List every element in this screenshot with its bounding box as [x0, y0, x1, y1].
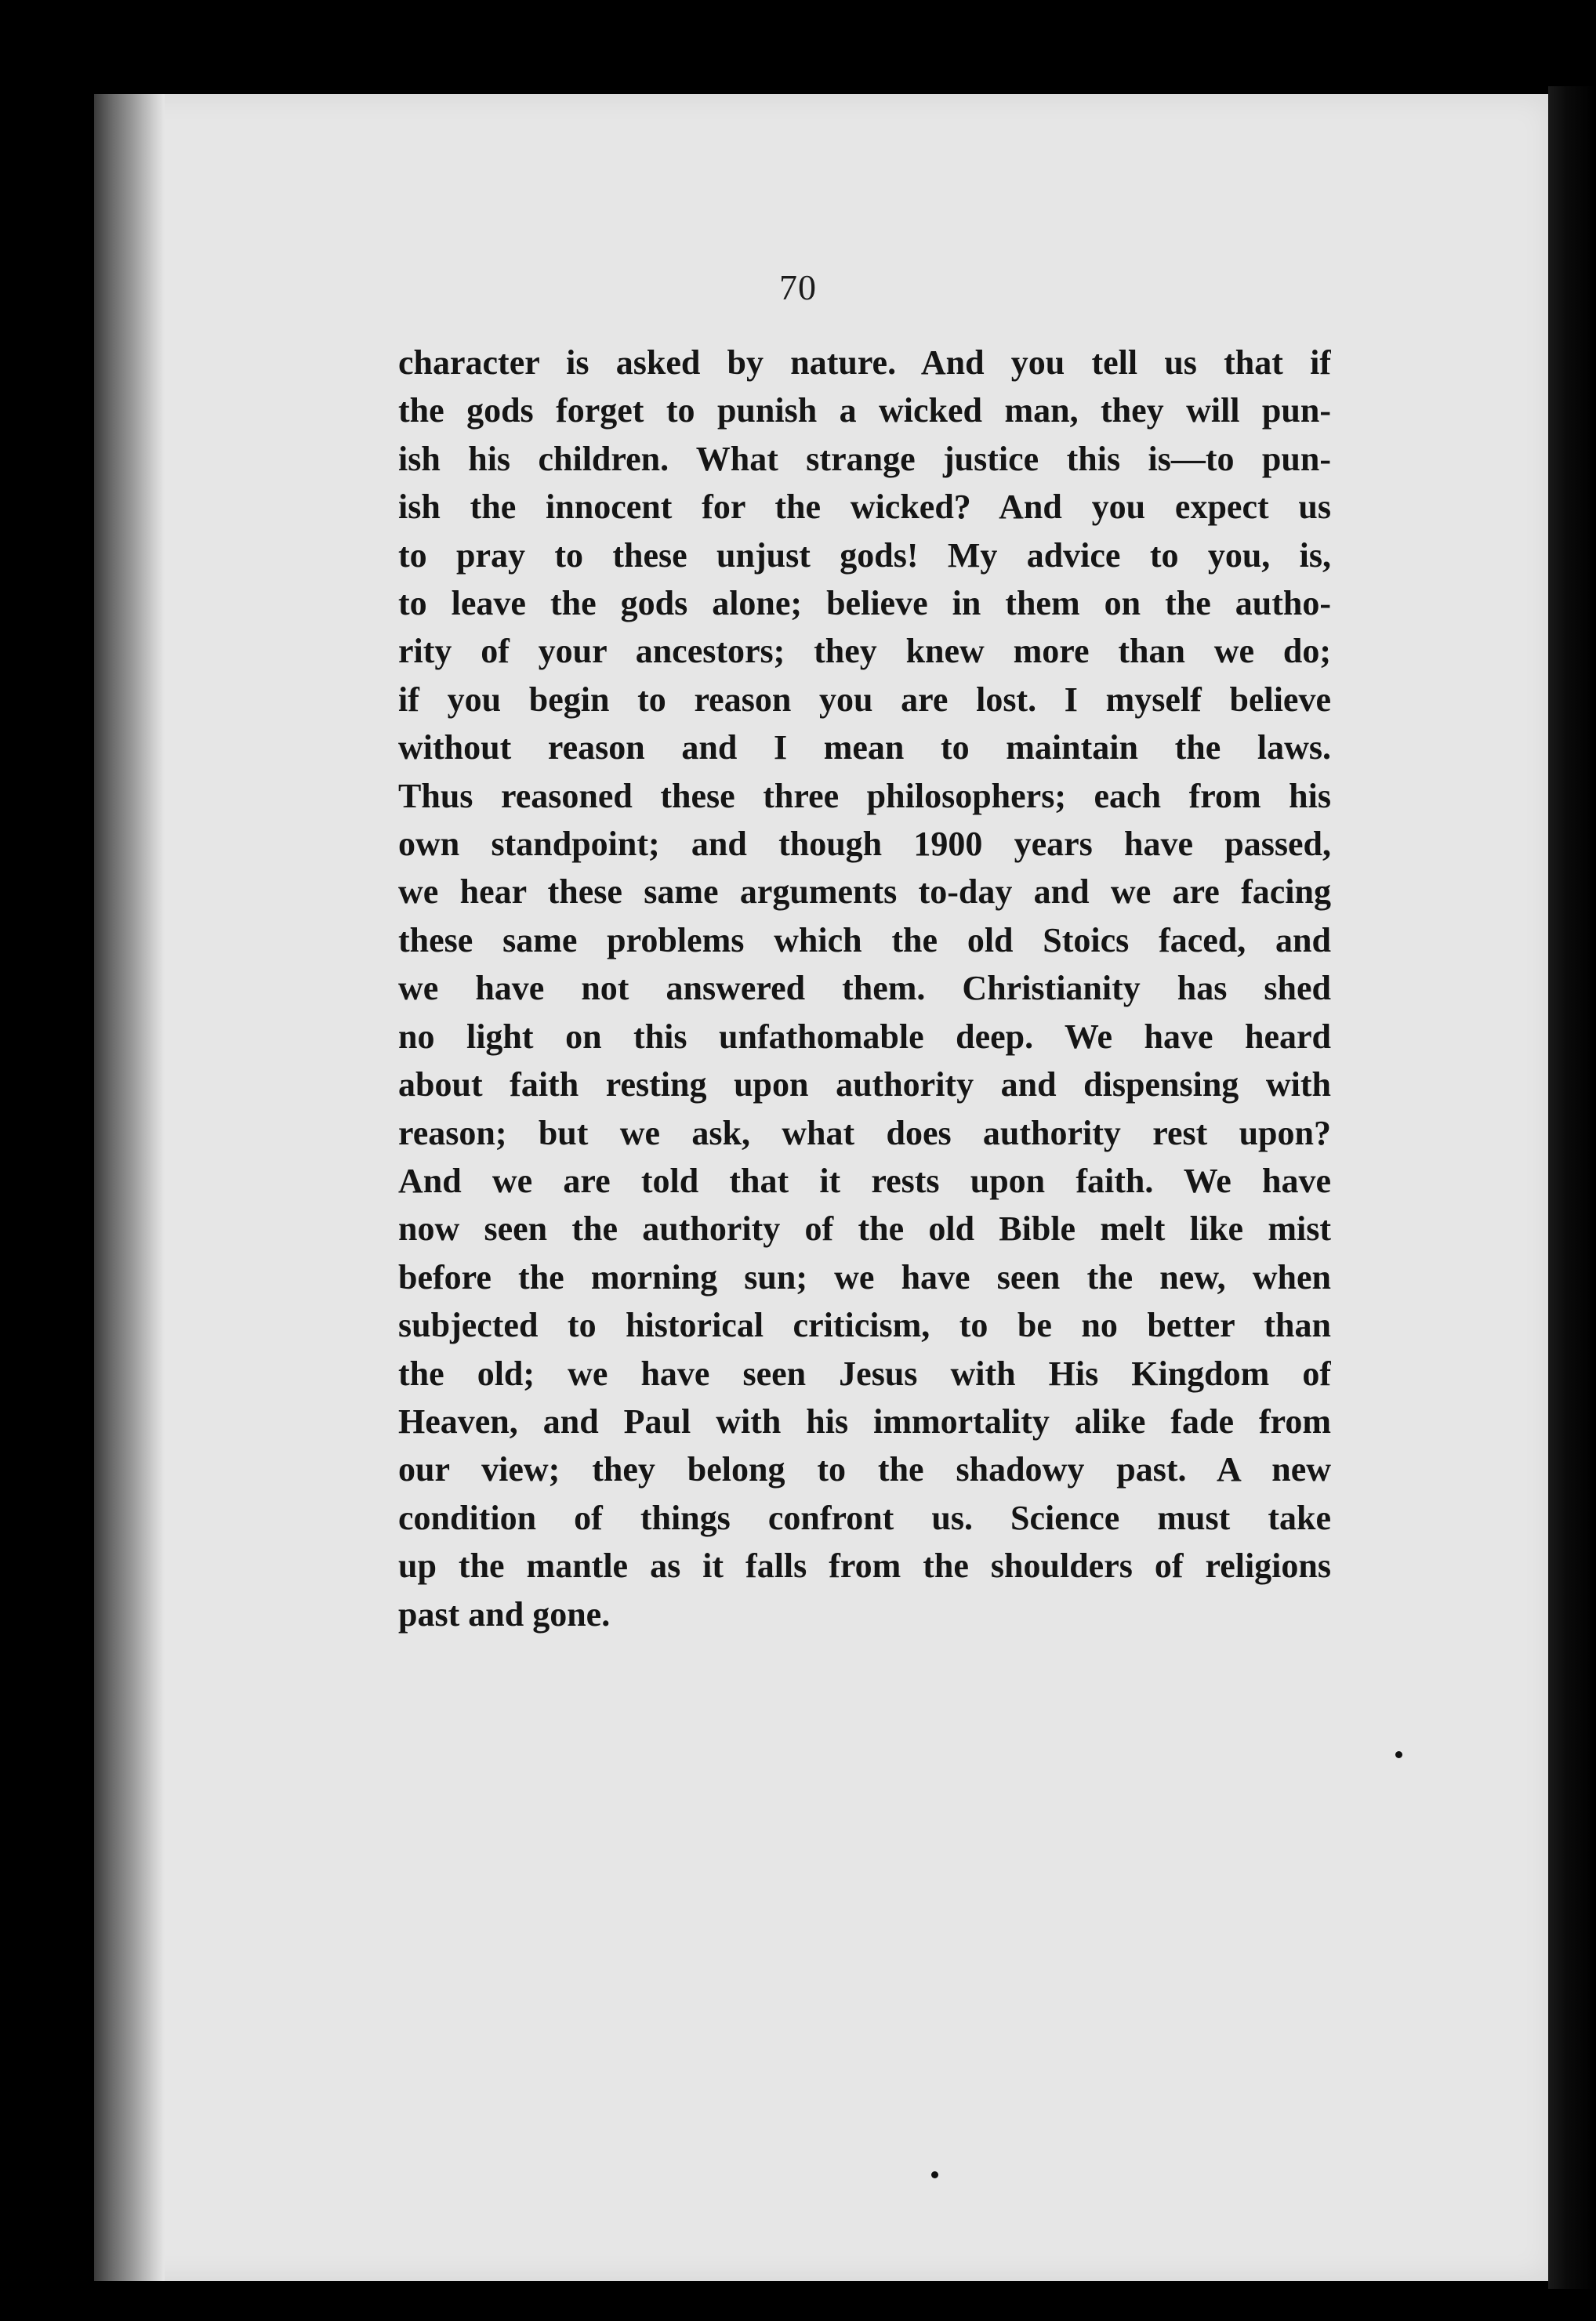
text-line: our view; they belong to the shadowy past. A new [398, 1450, 1331, 1489]
text-line: we hear these same arguments to-day and we are facing [398, 872, 1331, 912]
text-line: now seen the authority of the old Bible melt like mist [398, 1209, 1331, 1249]
text-line: the gods forget to punish a wicked man, they will pun- [398, 391, 1331, 430]
text-line: ish the innocent for the wicked? And you expect us [398, 488, 1331, 527]
text-line: Heaven, and Paul with his immortality alike fade from [398, 1402, 1331, 1441]
page-edge-shadow [1548, 86, 1596, 2289]
text-line: without reason and I mean to maintain the laws. [398, 728, 1331, 767]
text-line: own standpoint; and though 1900 years have passed, [398, 825, 1331, 864]
scan-speck [1395, 1751, 1402, 1758]
text-line: Thus reasoned these three philosophers; each from his [398, 776, 1331, 815]
text-line: ish his children. What strange justice this is—to pun- [398, 439, 1331, 478]
text-line: subjected to historical criticism, to be no better than [398, 1306, 1331, 1345]
text-line: condition of things confront us. Science must take [398, 1498, 1331, 1537]
scan-speck [931, 2171, 938, 2178]
text-line: these same problems which the old Stoics faced, and [398, 920, 1331, 959]
page-binding-shadow [94, 94, 165, 2281]
text-line: character is asked by nature. And you tell us that if [398, 343, 1331, 382]
text-line: we have not answered them. Christianity has shed [398, 969, 1331, 1008]
text-line: before the morning sun; we have seen the new, when [398, 1257, 1331, 1296]
text-line: to leave the gods alone; believe in them on the autho- [398, 584, 1331, 623]
text-line: And we are told that it rests upon faith. We have [398, 1161, 1331, 1200]
page-body-text [398, 339, 1331, 1638]
text-line: to pray to these unjust gods! My advice to you, is, [398, 535, 1331, 575]
text-line: no light on this unfathomable deep. We have heard [398, 1017, 1331, 1056]
text-line: past and gone. [398, 1594, 611, 1634]
text-line: reason; but we ask, what does authority rest upon? [398, 1113, 1331, 1152]
text-line: the old; we have seen Jesus with His Kingdom of [398, 1354, 1331, 1393]
text-line: up the mantle as it falls from the shoulders of religions [398, 1547, 1331, 1586]
text-line: rity of your ancestors; they knew more than we do; [398, 632, 1331, 671]
text-line: about faith resting upon authority and dispensing with [398, 1065, 1331, 1104]
text-line: if you begin to reason you are lost. I myself believe [398, 680, 1331, 719]
page-number: 70 [779, 267, 817, 307]
